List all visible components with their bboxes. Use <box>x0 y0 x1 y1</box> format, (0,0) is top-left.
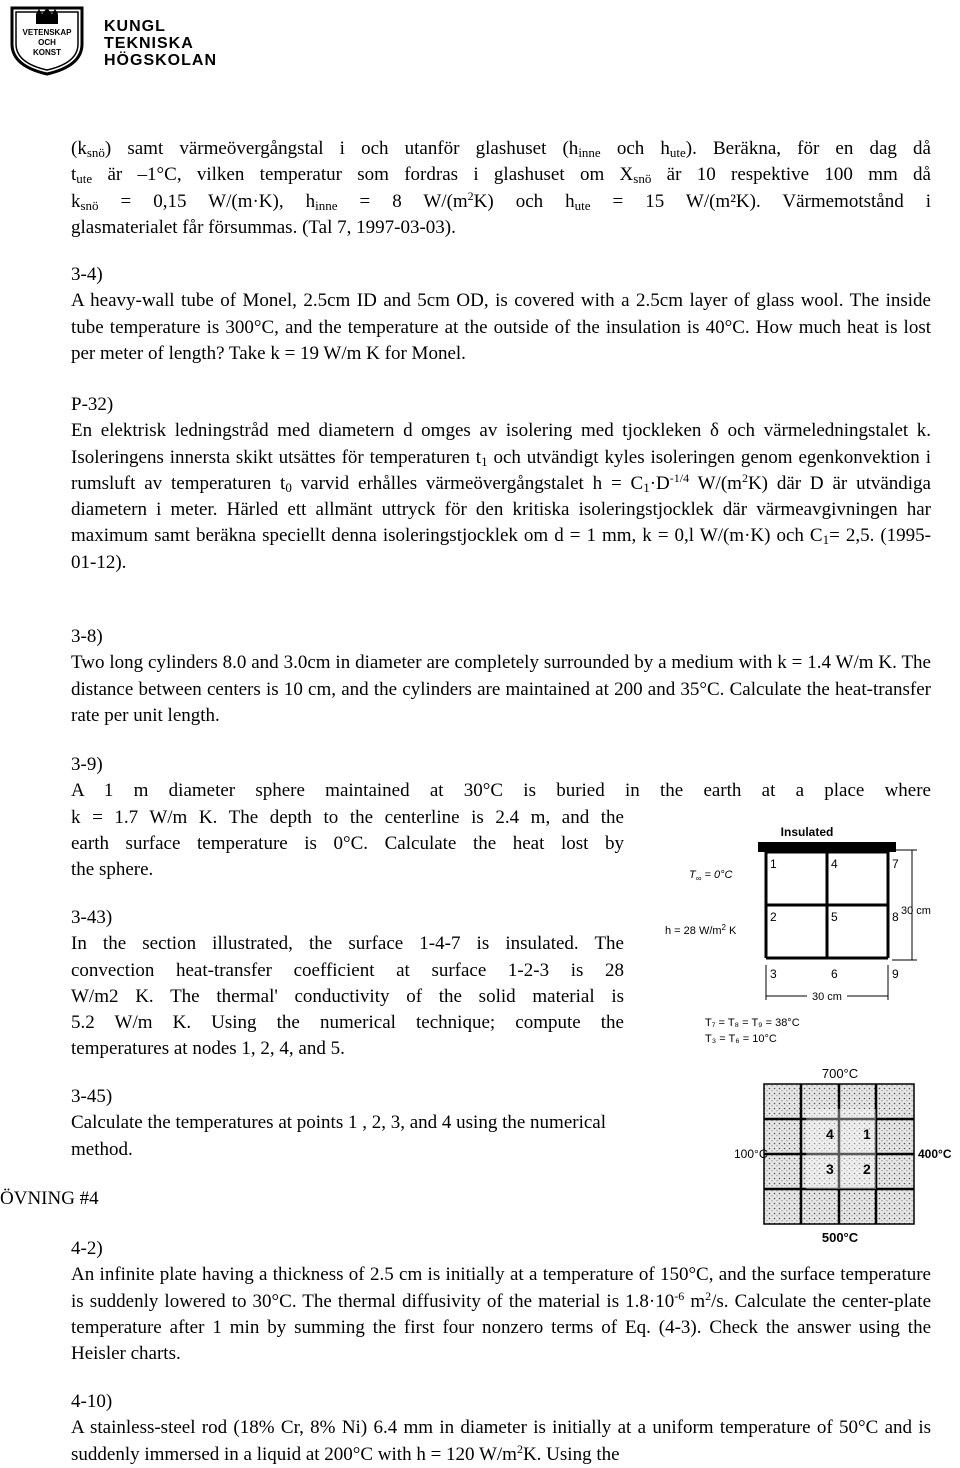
intro-line-2: $t_{ute}$ är –1°C, vilken temperatur som fordras i glashuset om $X_{snö}$ är 10 respektive 100 mm då <box>71 164 931 187</box>
dimension-vertical-label: 30 cm <box>901 905 931 917</box>
logo-line-3: HÖGSKOLAN <box>104 52 217 69</box>
problem-line: convection heat-transfer coefficient at surface 1-2-3 is 28 <box>71 959 624 981</box>
grid-lines <box>766 852 888 958</box>
problem-3-8 <box>71 624 931 729</box>
node-label: 2 <box>770 910 777 924</box>
left-temp-label: 100°C <box>734 1147 768 1161</box>
node-label: 6 <box>831 967 838 981</box>
boundary-temp-1: T₇ = T₈ = T₉ = 38°C <box>705 1017 800 1029</box>
problem-3-4 <box>71 262 931 367</box>
figure-3-45 <box>728 1062 960 1248</box>
node-label: 9 <box>892 967 899 981</box>
problem-line: Calculate the temperatures at points 1 , 2, 3, and 4 using the numerical <box>71 1112 607 1134</box>
problem-heading: 3-43) <box>71 907 113 928</box>
problem-text: An infinite plate having a thickness of 2.5 cm is initially at a temperature of 150°C, and the surface temperature is suddenly lowered to 30°C. The thermal diffusivity of the material is $1.8\cdot 10^{-6}$ $m^2/s$. Calculate the center-plate temperature after 1 min by summing the first four nonzero terms of Eq. (4-3). Check the answer using the Heisler charts. <box>71 1264 932 1365</box>
problem-heading: P-32) <box>71 394 114 415</box>
node-label: 7 <box>892 857 899 871</box>
logo-line-1: KUNGL <box>104 18 166 35</box>
point-label: 2 <box>863 1161 871 1177</box>
problem-text: A heavy-wall tube of Monel, 2.5cm ID and 5cm OD, is covered with a 2.5cm layer of glass wool. The inside tube temperature is 300°C, and the temperature at the outside of the insulation is 40°C. How much heat is lost per meter of length? Take k = 19 W/m K for Monel. <box>71 290 931 364</box>
right-temp-label: 400°C <box>918 1147 952 1161</box>
intro-line-3: $k_{snö} = 0,15$ W/(m·K), $h_{inne} = 8$ $W/(m^2K)$ och $h_{ute} = 15$ W/(m²K). Värmemotstånd i <box>71 188 931 213</box>
problem-line: method. <box>71 1138 133 1160</box>
problem-3-43 <box>71 905 624 1063</box>
problem-line: earth surface temperature is 0°C. Calculate the heat lost by <box>71 832 624 854</box>
kth-seal-icon <box>6 4 88 76</box>
point-label: 1 <box>863 1126 871 1142</box>
problem-3-45 <box>71 1084 731 1163</box>
problem-line: 5.2 W/m K. Using the numerical technique; compute the <box>71 1012 624 1034</box>
node-label: 4 <box>831 857 838 871</box>
svg-text:OCH: OCH <box>38 38 56 47</box>
problem-4-10 <box>71 1389 931 1468</box>
svg-text:VETENSKAP: VETENSKAP <box>22 28 72 37</box>
problem-text: A stainless-steel rod (18% Cr, 8% Ni) 6.4 mm in diameter is initially at a uniform temperature of 50°C and is suddenly immersed in a liquid at 200°C with h = 120 $W/m^2K$. Using the <box>71 1417 931 1465</box>
point-label: 3 <box>826 1161 834 1177</box>
node-label: 1 <box>770 857 777 871</box>
intro-line-4: glasmaterialet får försummas. (Tal 7, 1997-03-03). <box>71 216 456 238</box>
problem-line: W/m2 K. The thermal' conductivity of the solid material is <box>71 985 624 1007</box>
problem-text: Two long cylinders 8.0 and 3.0cm in diameter are completely surrounded by a medium with k = 1.4 W/m K. The distance between centers is 10 cm, and the cylinders are maintained at 200 and 35°C. Calculate the heat-transfer rate per unit length. <box>71 652 931 726</box>
insulated-label: Insulated <box>780 825 834 839</box>
point-label: 4 <box>826 1126 834 1142</box>
t-infinity-label: $T_\infty = 0^\circ C$ <box>689 869 733 883</box>
problem-line: A 1 m diameter sphere maintained at 30°C is buried in the earth at a place where <box>71 780 931 802</box>
dimension-horizontal-label: 30 cm <box>812 991 842 1003</box>
kth-logo <box>6 4 217 76</box>
problem-heading: 4-10) <box>71 1391 113 1412</box>
problem-line: k = 1.7 W/m K. The depth to the centerline is 2.4 m, and the <box>71 806 624 828</box>
logo-line-2: TEKNISKA <box>104 35 194 52</box>
section-heading: ÖVNING #4 <box>0 1188 99 1209</box>
boundary-temp-2: T₃ = T₆ = 10°C <box>705 1033 777 1045</box>
problem-line: the sphere. <box>71 859 154 881</box>
problem-p-32 <box>71 392 931 576</box>
node-label: 8 <box>892 910 899 924</box>
intro-paragraph <box>71 136 931 241</box>
problem-line: temperatures at nodes 1, 2, 4, and 5. <box>71 1038 345 1060</box>
problem-text: En elektrisk ledningstråd med diametern d omges av isolering med tjockleken δ och värmeledningstalet k. Isoleringens innersta skikt utsättes för temperaturen $t_1$ och utvändigt kyles isoleringen genom egenkonvektion i rumsluft av temperaturen $t_0$ varvid erhålles värmeövergångstalet $h = C_1\cdot D^{-1/4}$ $W/(m^2K)$ där D är utvändiga diametern i meter. Härled ett allmänt uttryck för den kritiska isoleringstjocklek där värmeavgivningen har maximum samt beräkna speciellt denna isoleringstjocklek om d = 1 mm, k = 0,l W/(m·K) och $C_1= 2,5$. (1995-01-12). <box>71 420 931 573</box>
h-label: h = 28 $W/m^2$ K <box>665 923 737 937</box>
problem-heading: 3-45) <box>71 1086 113 1107</box>
problem-heading: 3-8) <box>71 626 103 647</box>
svg-text:KONST: KONST <box>33 48 61 57</box>
intro-line-1: $(k_{snö})$ samt värmeövergångstal i och utanför glashuset ($h_{inne}$ och $h_{ute}$). Beräkna, för en dag då <box>71 138 931 160</box>
figure-3-43 <box>655 822 945 1054</box>
problem-heading: 3-4) <box>71 264 103 285</box>
node-label: 3 <box>770 967 777 981</box>
problem-4-2 <box>71 1236 931 1367</box>
logo-wordmark <box>104 18 217 69</box>
bottom-temp-label: 500°C <box>821 1230 859 1245</box>
problem-line: In the section illustrated, the surface 1-4-7 is insulated. The <box>71 933 624 955</box>
problem-heading: 4-2) <box>71 1238 103 1259</box>
problem-heading: 3-9) <box>71 754 103 775</box>
node-label: 5 <box>831 910 838 924</box>
top-temp-label: 700°C <box>821 1066 859 1081</box>
